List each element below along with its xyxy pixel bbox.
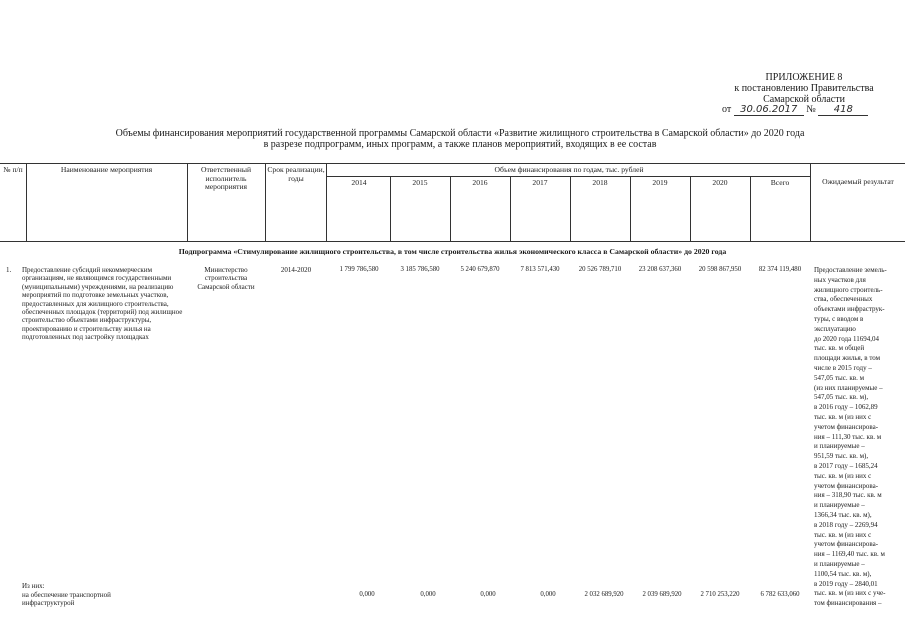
header-year-2017: 2017: [532, 178, 548, 187]
col-border-5: [810, 163, 811, 241]
col-border-2: [187, 163, 188, 241]
expected-result-line: числе в 2015 году –: [814, 363, 872, 372]
expected-result-line: учетом финансирова-: [814, 481, 879, 490]
year-border-1: [390, 176, 391, 241]
row-1-expected-result: [814, 266, 904, 609]
expected-result-line: 951,59 тыс. кв. м),: [814, 452, 869, 461]
expected-result-line: Предоставление земель-: [814, 266, 887, 274]
expected-result-line: в 2018 году – 2269,94: [814, 520, 878, 529]
expected-result-line: ния – 111,30 тыс. кв. м: [814, 432, 882, 441]
table-top-border: [0, 163, 905, 164]
expected-result-line: 1366,34 тыс. кв. м),: [814, 510, 872, 519]
header-year-2015: 2015: [412, 178, 428, 187]
header-year-2016: 2016: [472, 178, 488, 187]
expected-result-line: в 2016 году – 1062,89: [814, 403, 878, 412]
expected-result-line: тыс. кв. м (из них с: [814, 471, 872, 480]
including-value-total: 6 782 633,060: [760, 591, 800, 598]
volume-sub-border: [326, 176, 810, 177]
header-period: Срок реализации, годы: [267, 165, 325, 183]
row-1-value-2016: 5 240 679,870: [460, 266, 500, 273]
including-value-2015: 0,000: [420, 591, 436, 598]
including-label: Из них:: [22, 582, 45, 590]
row-1-period: 2014-2020: [280, 266, 312, 274]
expected-result-line: ных участков для: [814, 275, 866, 284]
expected-result-line: ства, обеспеченных: [814, 295, 873, 304]
row-1-num: 1.: [6, 266, 12, 274]
expected-result-line: 1100,54 тыс. кв. м),: [814, 569, 872, 578]
header-name: Наименование мероприятия: [60, 165, 153, 174]
expected-result-line: 547,05 тыс. кв. м: [814, 373, 865, 382]
expected-result-line: ния – 1169,40 тыс. кв. м: [814, 550, 885, 559]
including-value-2020: 2 710 253,220: [700, 591, 740, 598]
expected-result-line: жилищного строитель-: [814, 285, 883, 294]
expected-result-line: эксплуатацию: [814, 324, 856, 333]
expected-result-line: в 2019 году – 2840,01: [814, 579, 878, 588]
expected-result-line: ния – 318,90 тыс. кв. м: [814, 491, 882, 500]
expected-result-line: и планируемые –: [814, 501, 865, 510]
number-value: 418: [818, 104, 868, 116]
including-name: на обеспечение транспортной инфраструктурой: [22, 591, 111, 608]
row-1-value-2018: 20 526 789,710: [578, 266, 622, 273]
row-1-value-2020: 20 598 867,950: [698, 266, 742, 273]
including-value-2014: 0,000: [359, 591, 375, 598]
col-border-4: [326, 163, 327, 241]
including-value-2019: 2 039 689,920: [642, 591, 682, 598]
expected-result-line: (из них планируемые –: [814, 383, 883, 392]
header-year-2019: 2019: [652, 178, 668, 187]
row-1-executor: Министерство строительства Самарской области: [197, 266, 255, 291]
year-border-3: [510, 176, 511, 241]
expected-result-line: тыс. кв. м (из них с учe-: [814, 589, 886, 598]
col-border-1: [26, 163, 27, 241]
expected-result-line: учетом финансирова-: [814, 540, 879, 549]
expected-result-line: том финансирования –: [814, 599, 882, 608]
document-title: [60, 128, 860, 150]
header-executor: Ответственный исполнитель мероприятия: [200, 165, 252, 192]
expected-result-line: тыс. кв. м общей: [814, 344, 865, 353]
header-total: Всего: [770, 178, 790, 187]
col-border-3: [265, 163, 266, 241]
expected-result-line: тыс. кв. м (из них с: [814, 530, 872, 539]
header-year-2020: 2020: [712, 178, 728, 187]
expected-result-line: туры, с вводом в: [814, 314, 864, 323]
header-volume: Объем финансирования по годам, тыс. рублей: [494, 165, 644, 174]
title-line-2: в разрезе подпрограмм, иных программ, а также планов мероприятий, входящих в ее состав: [263, 139, 657, 150]
expected-result-line: учетом финансирова-: [814, 422, 879, 431]
appendix-resolution: к постановлению Правительства: [734, 83, 874, 94]
number-prefix: №: [806, 104, 816, 115]
row-1-value-total: 82 374 119,480: [758, 266, 802, 273]
expected-result-line: тыс. кв. м (из них с: [814, 412, 872, 421]
including-value-2017: 0,000: [540, 591, 556, 598]
row-1-value-2019: 23 208 637,360: [638, 266, 682, 273]
appendix-region: Самарской области: [763, 94, 845, 105]
expected-result-line: объектами инфраструк-: [814, 305, 885, 314]
header-year-2014: 2014: [351, 178, 367, 187]
expected-result-line: 547,05 тыс. кв. м),: [814, 393, 869, 402]
year-border-4: [570, 176, 571, 241]
year-border-7: [750, 176, 751, 241]
expected-result-line: площади жилья, в том: [814, 354, 881, 363]
expected-result-line: в 2017 году – 1685,24: [814, 461, 878, 470]
subprogram-heading: Подпрограмма «Стимулирование жилищного строительства, в том числе строительства жилья экономического класса в Самарской области» до 2020 года: [178, 247, 727, 256]
including-value-2016: 0,000: [480, 591, 496, 598]
header-year-2018: 2018: [592, 178, 608, 187]
header-num: № п/п: [3, 165, 23, 174]
expected-result-line: и планируемые –: [814, 559, 865, 568]
date-prefix: от: [722, 104, 732, 115]
title-line-1: Объемы финансирования мероприятий государственной программы Самарской области «Развитие жилищного строительства в Самарской области» до 2020 года: [115, 128, 805, 139]
year-border-5: [630, 176, 631, 241]
expected-result-line: и планируемые –: [814, 442, 865, 451]
year-border-6: [690, 176, 691, 241]
row-1-value-2017: 7 813 571,430: [520, 266, 560, 273]
row-1-value-2014: 1 799 786,580: [339, 266, 379, 273]
appendix-block: [716, 72, 892, 105]
row-1-value-2015: 3 185 786,580: [400, 266, 440, 273]
row-1-name: Предоставление субсидий некоммерческим организациям, не являющимся государственными (муниципальными) учреждениями, на реализацию мероприятий по подготовке земельных участков, предоставленных для жилищного строительства, обеспеченных площадок (территорий) под жилищное строительство объектами инфраструктуры, проектированию и строительству жилья на подготовленных под застройку площадках: [22, 266, 183, 342]
date-value: 30.06.2017: [734, 104, 804, 116]
appendix-date-line: [722, 104, 892, 116]
table-header-bottom-border: [0, 241, 905, 242]
header-result: Ожидаемый результат: [822, 177, 894, 186]
year-border-2: [450, 176, 451, 241]
appendix-title: ПРИЛОЖЕНИЕ 8: [765, 72, 843, 83]
expected-result-line: до 2020 года 11694,04: [814, 334, 879, 343]
including-value-2018: 2 032 689,920: [584, 591, 624, 598]
